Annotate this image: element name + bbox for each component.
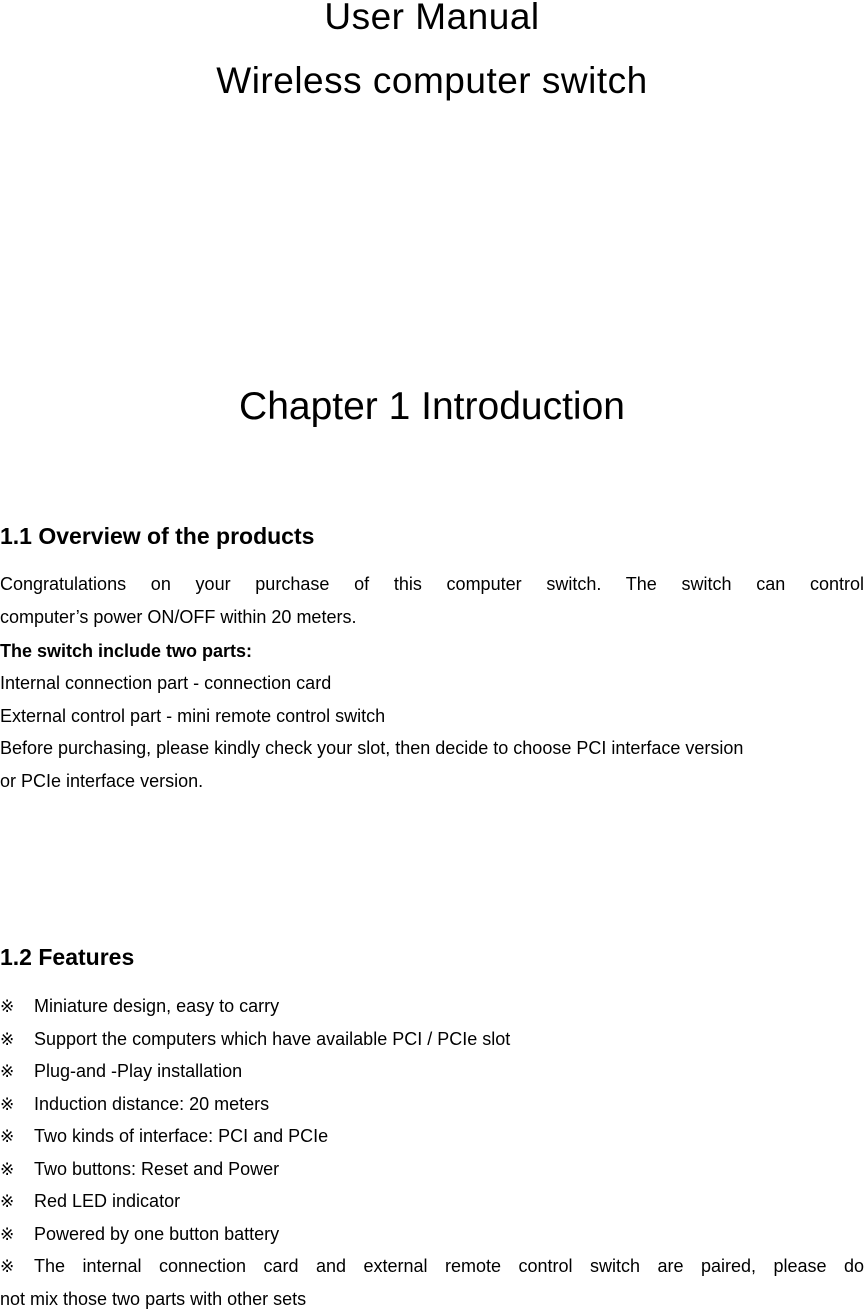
feature-item: ※ Plug-and -Play installation (0, 1061, 243, 1082)
feature-item: ※ Support the computers which have available PCI / PCIe slot (0, 1029, 511, 1050)
feature-item-continuation: not mix those two parts with other sets (0, 1289, 307, 1309)
overview-paragraph-line: Congratulations on your purchase of this computer switch. The switch can control (0, 574, 864, 594)
part-item: Internal connection part - connection card (0, 673, 332, 693)
feature-item: ※ Two buttons: Reset and Power (0, 1159, 280, 1180)
bullet-mark-icon: ※ (0, 1225, 15, 1245)
overview-paragraph-line: Before purchasing, please kindly check your slot, then decide to choose PCI interface version (0, 738, 744, 758)
bullet-mark-icon: ※ (0, 997, 15, 1017)
bullet-mark-icon: ※ (0, 1127, 15, 1147)
bullet-mark-icon: ※ (0, 1192, 15, 1212)
bullet-mark-icon: ※ (0, 1160, 15, 1180)
feature-item: ※ Powered by one button battery (0, 1224, 280, 1245)
bullet-mark-icon: ※ (0, 1095, 15, 1115)
feature-item: ※ Red LED indicator (0, 1191, 181, 1212)
document-subtitle: Wireless computer switch (216, 60, 648, 101)
bullet-mark-icon: ※ (0, 1030, 15, 1050)
section-heading-overview: 1.1 Overview of the products (0, 523, 315, 549)
feature-item: ※ The internal connection card and external remote control switch are paired, please do (0, 1256, 864, 1277)
parts-heading: The switch include two parts: (0, 641, 253, 661)
overview-paragraph-line: or PCIe interface version. (0, 771, 204, 791)
feature-item: ※ Miniature design, easy to carry (0, 996, 280, 1017)
chapter-heading: Chapter 1 Introduction (239, 385, 625, 428)
part-item: External control part - mini remote control switch (0, 706, 386, 726)
document-title: User Manual (324, 0, 540, 37)
bullet-mark-icon: ※ (0, 1062, 15, 1082)
bullet-mark-icon: ※ (0, 1257, 15, 1277)
overview-paragraph-line: computer’s power ON/OFF within 20 meters. (0, 607, 357, 627)
section-heading-features: 1.2 Features (0, 944, 135, 970)
feature-item: ※ Two kinds of interface: PCI and PCIe (0, 1126, 329, 1147)
feature-item: ※ Induction distance: 20 meters (0, 1094, 270, 1115)
